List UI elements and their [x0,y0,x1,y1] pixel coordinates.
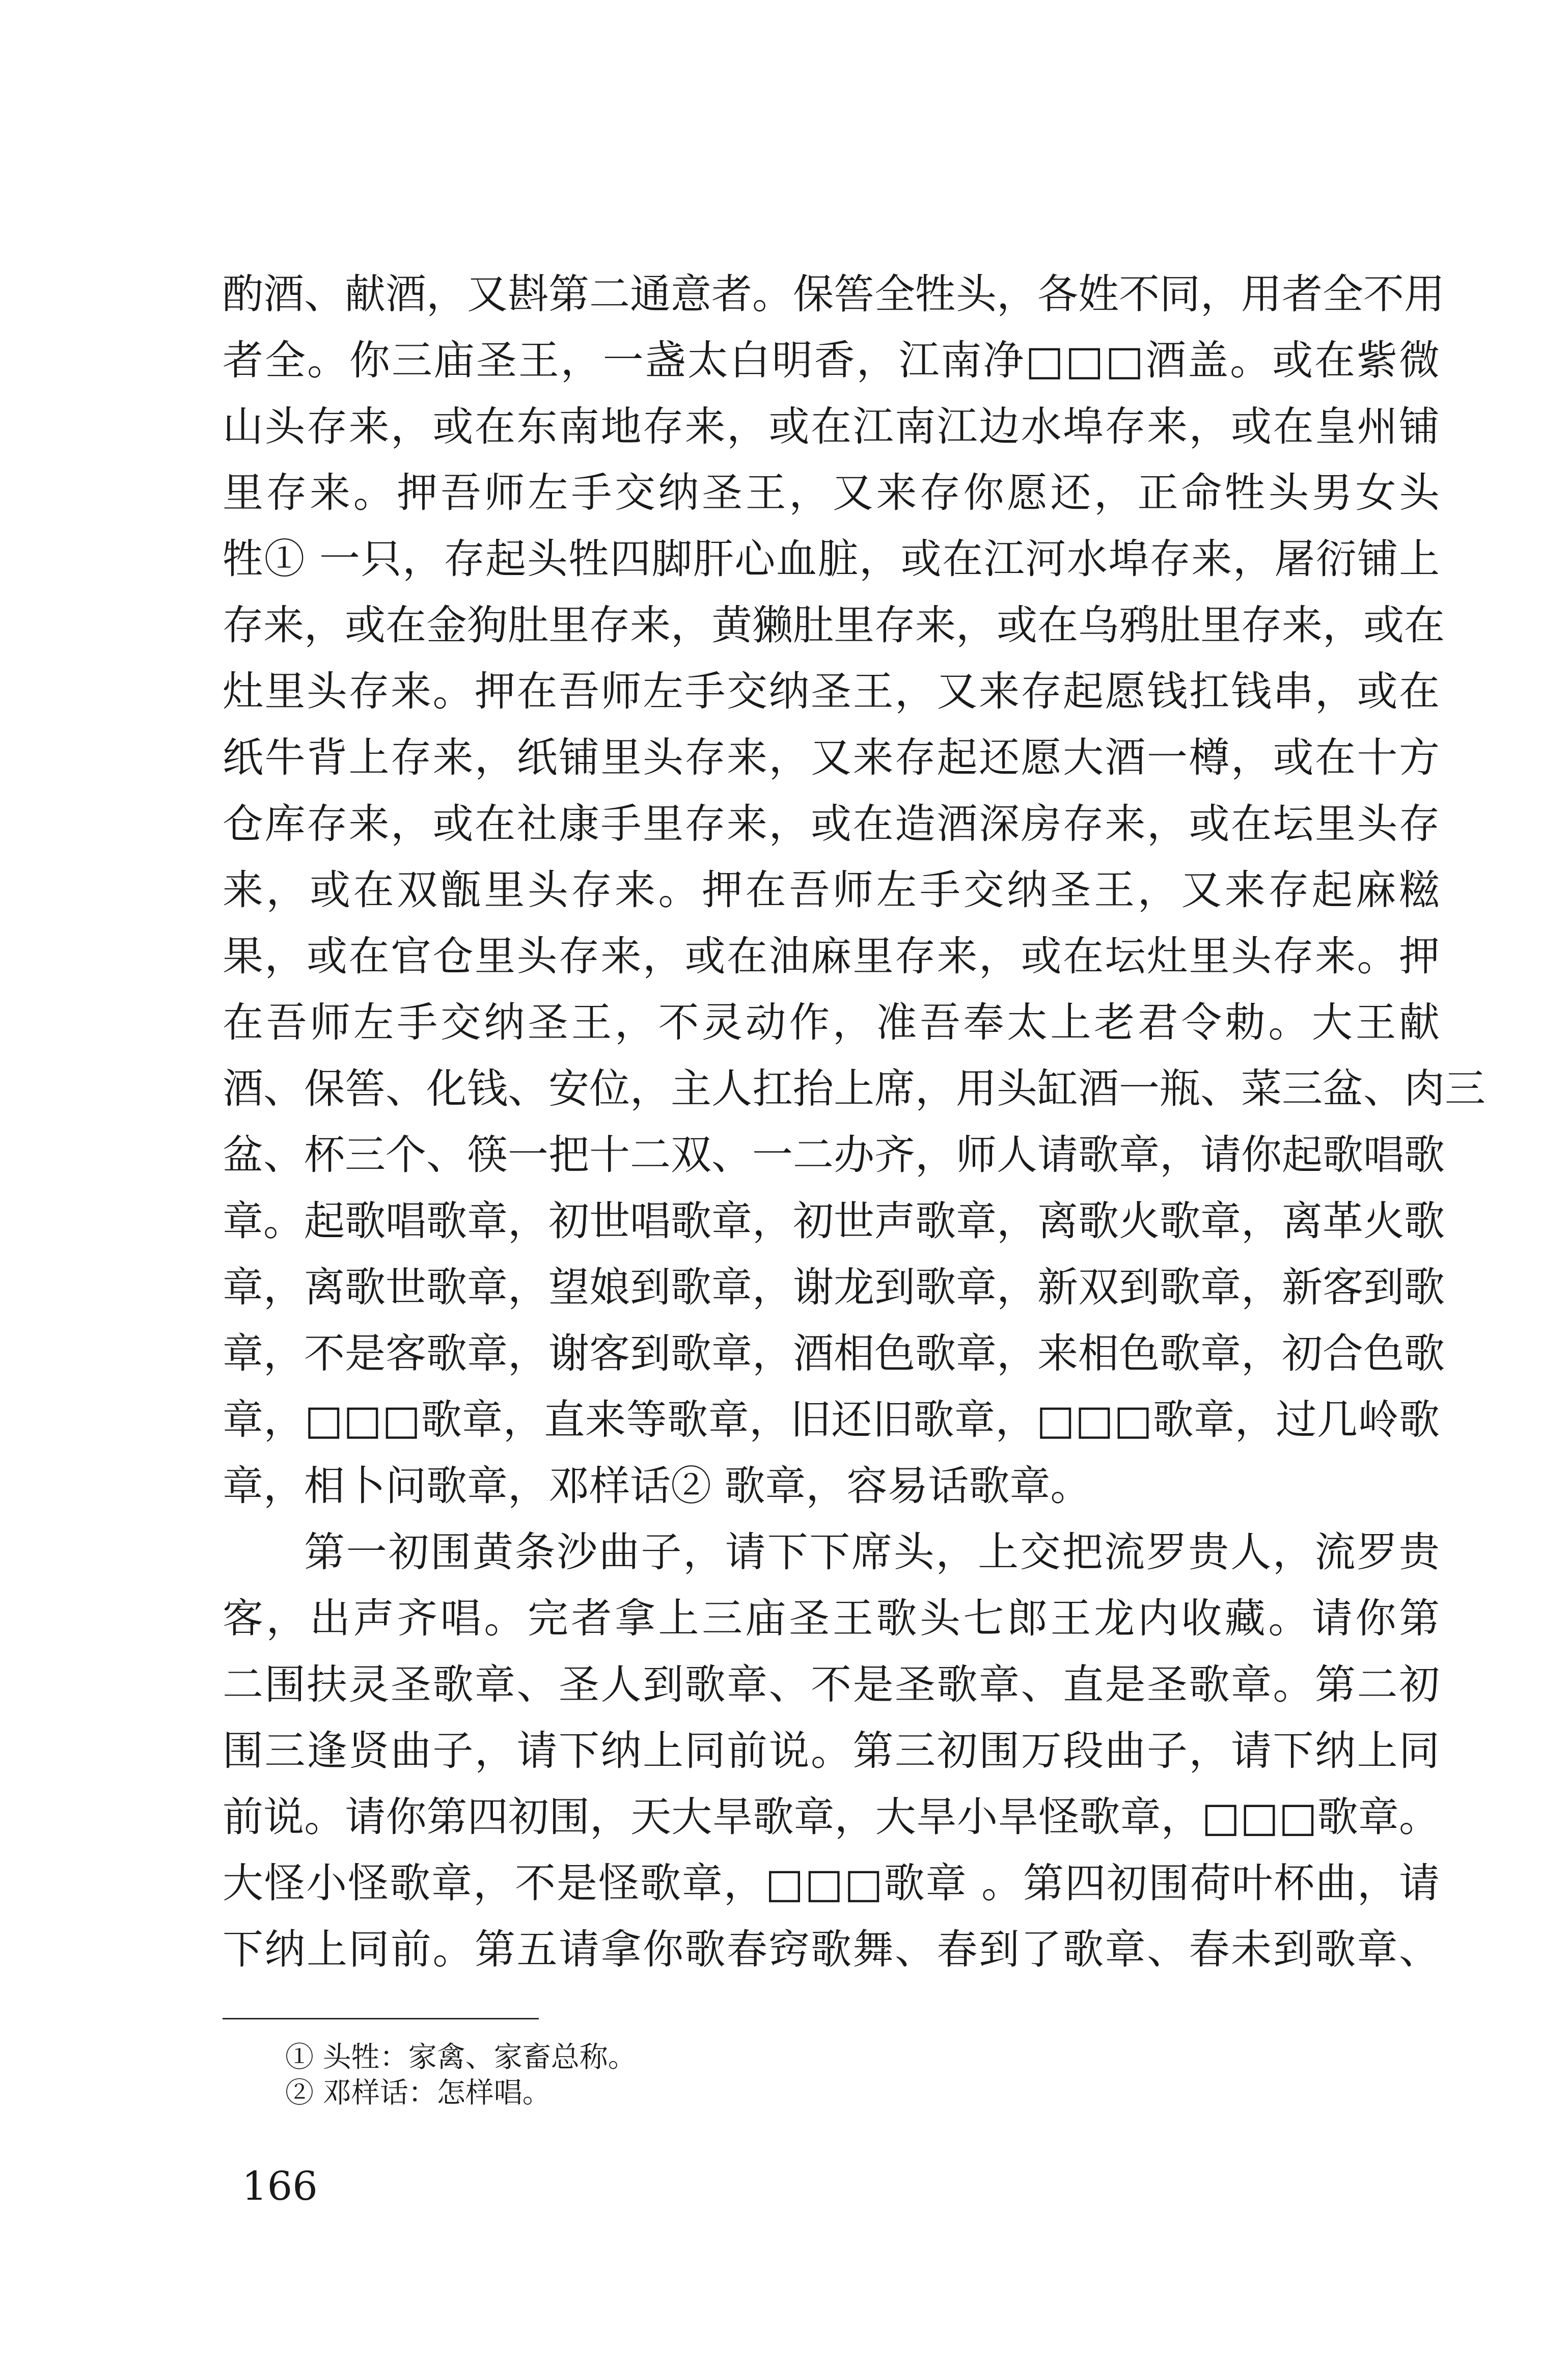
page-number: 166 [242,2164,318,2209]
text-line: 下纳上同前。第五请拿你歌春窍歌舞、春到了歌章、春未到歌章、 [223,1926,1440,1973]
text-line: 章。起歌唱歌章，初世唱歌章，初世声歌章，离歌火歌章，离革火歌 [223,1197,1445,1245]
text-line: 盆、杯三个、筷一把十二双、一二办齐，师人请歌章，请你起歌唱歌 [223,1131,1445,1179]
text-line: 酒、保筶、化钱、安位，主人扛抬上席，用头缸酒一瓶、菜三盆、肉三 [223,1065,1486,1112]
text-line: 来，或在双甑里头存来。押在吾师左手交纳圣王，又来存起麻糍 [223,866,1440,914]
text-line: 山头存来，或在东南地存来，或在江南江边水埠存来，或在皇州铺 [223,403,1440,450]
text-line: 第一初围黄条沙曲子，请下下席头，上交把流罗贵人，流罗贵 [304,1528,1440,1576]
text-line: 纸牛背上存来，纸铺里头存来，又来存起还愿大酒一樽，或在十方 [223,734,1440,781]
text-line: 章，离歌世歌章，望娘到歌章，谢龙到歌章，新双到歌章，新客到歌 [223,1264,1445,1311]
footnotes [285,2040,637,2111]
footnote: ② 邓样话：怎样唱。 [285,2076,551,2110]
text-line: 酌酒、献酒，又斟第二通意者。保筶全牲头，各姓不同，用者全不用 [223,270,1445,318]
footnote-divider [223,2018,539,2019]
text-line: 存来，或在金狗肚里存来，黄獭肚里存来，或在乌鸦肚里存来，或在 [223,602,1445,649]
body-text [223,261,1486,1983]
text-line: 仓库存来，或在社康手里存来，或在造酒深房存来，或在坛里头存 [223,800,1440,848]
text-line: 围三逢贤曲子，请下纳上同前说。第三初围万段曲子，请下纳上同 [223,1727,1440,1774]
text-line: 章，□□□歌章，直来等歌章，旧还旧歌章，□□□歌章，过几岭歌 [223,1396,1440,1443]
text-line: 章，相卜问歌章，邓样话② 歌章，容易话歌章。 [223,1462,1091,1510]
text-line: 前说。请你第四初围，天大旱歌章，大旱小旱怪歌章，□□□歌章。 [223,1793,1440,1841]
footnote: ① 头牲：家禽、家畜总称。 [285,2041,637,2074]
text-line: 灶里头存来。押在吾师左手交纳圣王，又来存起愿钱扛钱串，或在 [223,668,1440,715]
text-line: 果，或在官仓里头存来，或在油麻里存来，或在坛灶里头存来。押 [223,933,1440,980]
text-line: 在吾师左手交纳圣王，不灵动作，准吾奉太上老君令勅。大王献 [223,999,1440,1046]
text-line: 大怪小怪歌章，不是怪歌章，□□□歌章 。第四初围荷叶杯曲，请 [223,1860,1440,1907]
text-line: 牲① 一只，存起头牲四脚肝心血脏，或在江河水埠存来，屠衍铺上 [223,535,1440,583]
text-line: 客，出声齐唱。完者拿上三庙圣王歌头七郎王龙内收藏。请你第 [223,1595,1440,1642]
text-line: 章，不是客歌章，谢客到歌章，酒相色歌章，来相色歌章，初合色歌 [223,1330,1445,1377]
text-line: 者全。你三庙圣王，一盏太白明香，江南净□□□酒盖。或在紫微 [223,337,1440,384]
text-line: 里存来。押吾师左手交纳圣王，又来存你愿还，正命牲头男女头 [223,469,1440,516]
text-line: 二围扶灵圣歌章、圣人到歌章、不是圣歌章、直是圣歌章。第二初 [223,1661,1440,1708]
